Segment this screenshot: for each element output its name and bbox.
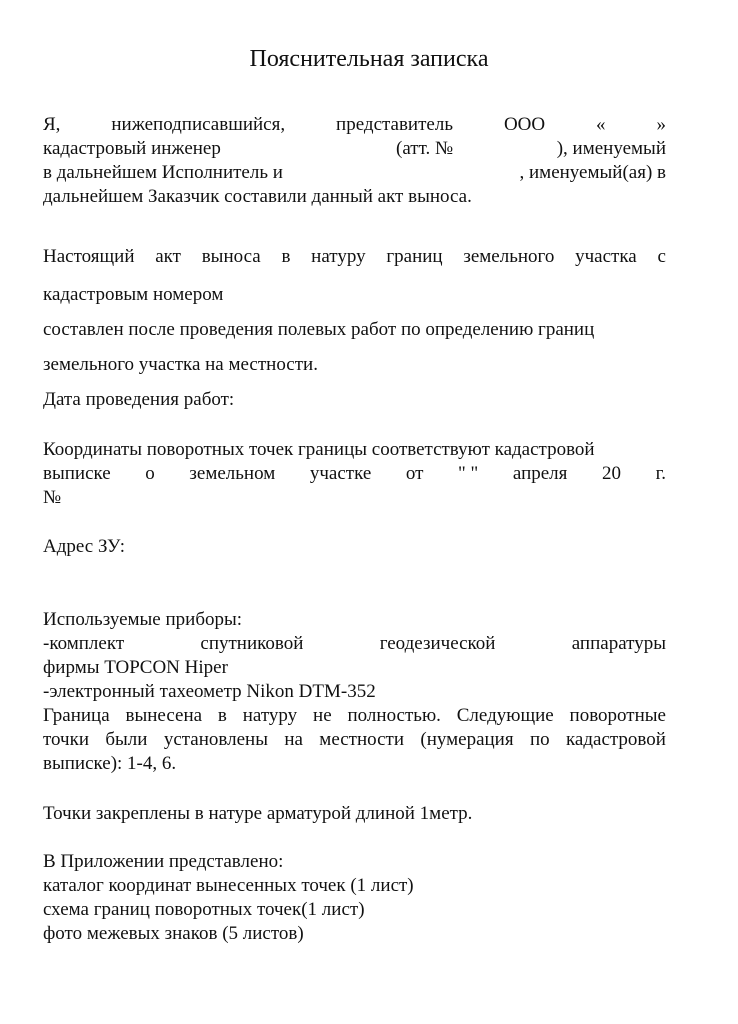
text-word: натуру	[242, 705, 298, 726]
text-word: выноса	[201, 246, 261, 267]
text-word: натуру	[311, 246, 366, 267]
text-word: »	[656, 114, 666, 135]
text-word: «	[596, 114, 606, 135]
text-word: участка	[575, 246, 637, 267]
act-line-2: кадастровым номером	[43, 284, 224, 305]
text-segment: ), именуемый	[556, 138, 666, 159]
act-line-3: составлен после проведения полевых работ по определению границ	[43, 319, 595, 340]
instrument-item-2: -электронный тахеометр Nikon DTM-352	[43, 681, 376, 702]
coords-line-3: №	[43, 487, 62, 508]
text-word: аппаратуры	[571, 633, 666, 654]
text-word: земельном	[189, 463, 276, 484]
text-word: от	[405, 463, 424, 484]
work-date-label: Дата проведения работ:	[43, 389, 235, 410]
address-label: Адрес ЗУ:	[43, 536, 126, 557]
text-word: акт	[155, 246, 181, 267]
coords-line-2	[43, 462, 666, 486]
text-word: были	[105, 729, 148, 750]
text-segment: (атт. №	[396, 138, 454, 159]
text-word: геодезической	[379, 633, 496, 654]
text-word: о	[145, 463, 155, 484]
text-word: -комплект	[43, 633, 125, 654]
boundary-line-3: выписке): 1-4, 6.	[43, 753, 177, 774]
text-word: по	[529, 729, 550, 750]
text-word: поворотные	[569, 705, 666, 726]
instruments-label: Используемые приборы:	[43, 609, 243, 630]
text-segment: , именуемый(ая) в	[519, 162, 666, 183]
document-title: Пояснительная записка	[249, 46, 489, 72]
text-word: в	[281, 246, 291, 267]
text-word: Настоящий	[43, 246, 135, 267]
text-word: апреля	[512, 463, 568, 484]
text-segment: в дальнейшем Исполнитель и	[43, 162, 283, 183]
text-word: кадастровой	[565, 729, 666, 750]
appendix-label: В Приложении представлено:	[43, 851, 284, 872]
instrument-item-1-line-1	[43, 632, 666, 656]
text-word: нижеподписавшийся,	[111, 114, 286, 135]
boundary-line-2	[43, 728, 666, 752]
text-word: в	[217, 705, 227, 726]
text-word: местности	[319, 729, 405, 750]
text-word: выписке	[43, 463, 111, 484]
text-word: на	[284, 729, 303, 750]
text-segment: кадастровый инженер	[43, 138, 221, 159]
act-line-4: земельного участка на местности.	[43, 354, 318, 375]
text-word: Следующие	[456, 705, 554, 726]
appendix-item: фото межевых знаков (5 листов)	[43, 923, 304, 944]
appendix-item: каталог координат вынесенных точек (1 лист)	[43, 875, 414, 896]
text-word: с	[657, 246, 666, 267]
text-word: границ	[386, 246, 443, 267]
instrument-item-1-line-2: фирмы TOPCON Hiper	[43, 657, 228, 678]
text-word: ООО	[503, 114, 546, 135]
text-word: спутниковой	[200, 633, 304, 654]
coords-line-1: Координаты поворотных точек границы соответствуют кадастровой	[43, 439, 595, 460]
text-word: земельного	[463, 246, 555, 267]
text-word: участке	[309, 463, 372, 484]
intro-line-1	[43, 113, 666, 137]
text-word: (нумерация	[420, 729, 514, 750]
text-word: Граница	[43, 705, 110, 726]
text-word: вынесена	[125, 705, 203, 726]
boundary-line-1	[43, 704, 666, 728]
text-word: г.	[655, 463, 666, 484]
text-word: " "	[458, 463, 479, 484]
text-word: установлены	[163, 729, 268, 750]
intro-line-4: дальнейшем Заказчик составили данный акт выноса.	[43, 186, 472, 207]
appendix-item: схема границ поворотных точек(1 лист)	[43, 899, 365, 920]
act-line-1	[43, 245, 666, 269]
text-word: точки	[43, 729, 90, 750]
text-word: Я,	[43, 114, 61, 135]
text-word: полностью.	[347, 705, 441, 726]
text-word: 20	[602, 463, 621, 484]
text-word: не	[313, 705, 332, 726]
text-word: представитель	[336, 114, 453, 135]
fixed-points-text: Точки закреплены в натуре арматурой длиной 1метр.	[43, 803, 473, 824]
